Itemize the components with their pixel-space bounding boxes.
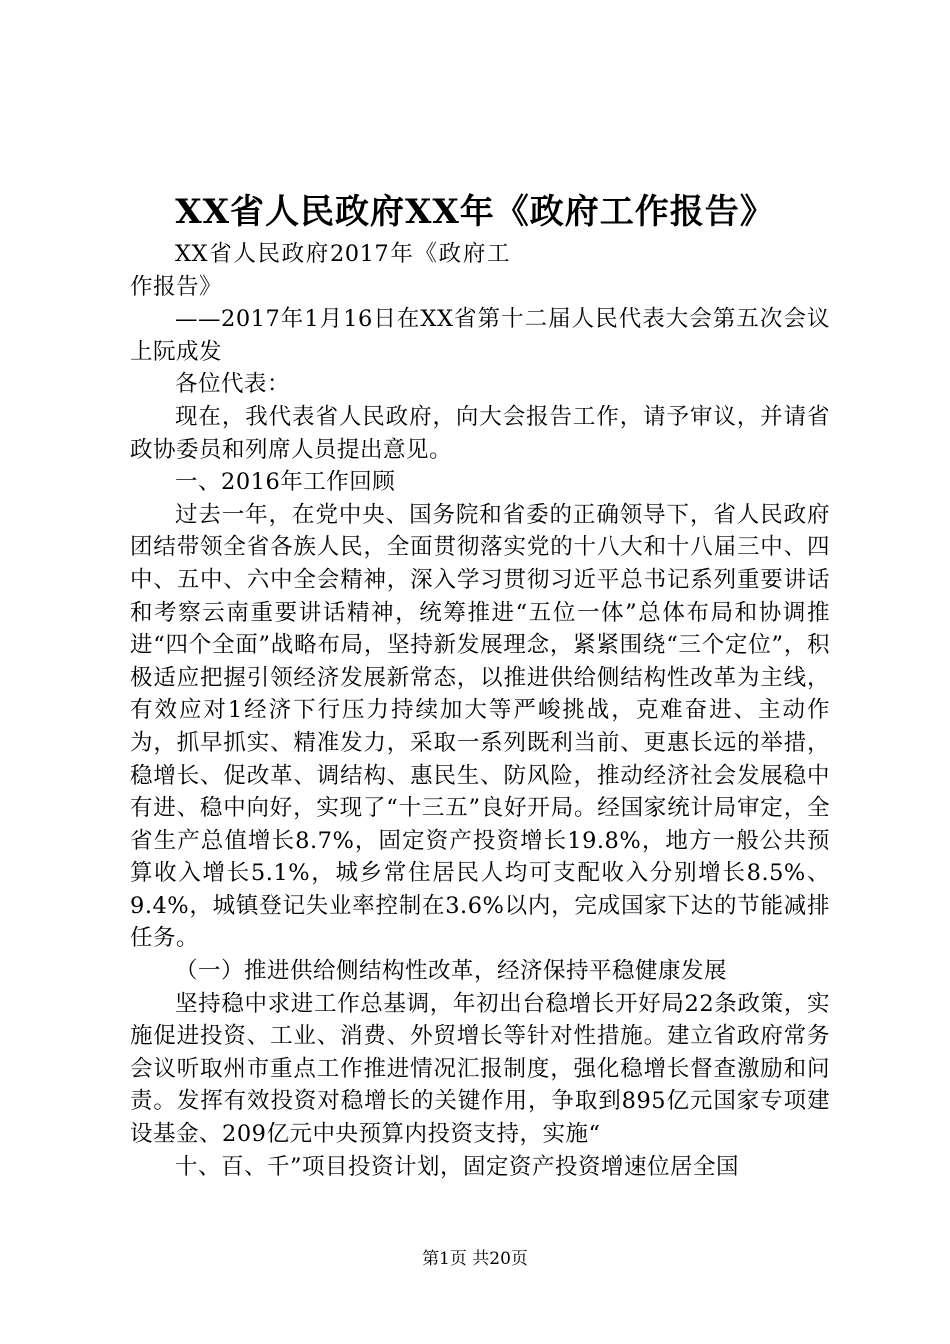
paragraph: 坚持稳中求进工作总基调，年初出台稳增长开好局22条政策，实施促进投资、工业、消费、外贸增长等针对性措施。建立省政府常务会议听取州市重点工作推进情况汇报制度，强化稳增长督查激励和问责。发挥有效投资对稳增长的关键作用，争取到895亿元国家专项建设基金、209亿元中央预算内投资支持，实施“: [130, 990, 830, 1148]
paragraph: 十、百、千”项目投资计划，固定资产投资增速位居全国: [175, 1153, 740, 1180]
page-footer: 第1页 共20页: [422, 1249, 528, 1269]
document-title: XX省人民政府XX年《政府工作报告》: [175, 192, 775, 232]
paragraph: 现在，我代表省人民政府，向大会报告工作，请予审议，并请省政协委员和列席人员提出意见。: [130, 403, 830, 463]
paragraph: 过去一年，在党中央、国务院和省委的正确领导下，省人民政府团结带领全省各族人民，全面贯彻落实党的十八大和十八届三中、四中、五中、六中全会精神，深入学习贯彻习近平总书记系列重要讲话和考察云南重要讲话精神，统筹推进“五位一体”总体布局和协调推进“四个全面”战略布局，坚持新发展理念，紧紧围绕“三个定位”，积极适应把握引领经济发展新常态，以推进供给侧结构性改革为主线，有效应对1经济下行压力持续加大等严峻挑战，克难奋进、主动作为，抓早抓实、精准发力，采取一系列既利当前、更惠长远的举措，稳增长、促改革、调结构、惠民生、防风险，推动经济社会发展稳中有进、稳中向好，实现了“十三五”良好开局。经国家统计局审定，全省生产总值增长8.7%，固定资产投资增长19.8%，地方一般公共预算收入增长5.1%，城乡常住居民人均可支配收入分别增长8.5%、9.4%，城镇登记失业率控制在3.6%以内，完成国家下达的节能减排任务。: [130, 501, 830, 952]
section-heading: 一、2016年工作回顾: [175, 469, 396, 496]
report-dateline: ——2017年1月16日在XX省第十二届人民代表大会第五次会议上阮成发: [130, 306, 830, 365]
report-subtitle: XX省人民政府2017年《政府工作报告》: [130, 241, 510, 300]
document-body: [130, 238, 830, 1183]
salutation: 各位代表：: [175, 371, 291, 398]
subsection-heading: （一）推进供给侧结构性改革，经济保持平稳健康发展: [175, 958, 728, 985]
